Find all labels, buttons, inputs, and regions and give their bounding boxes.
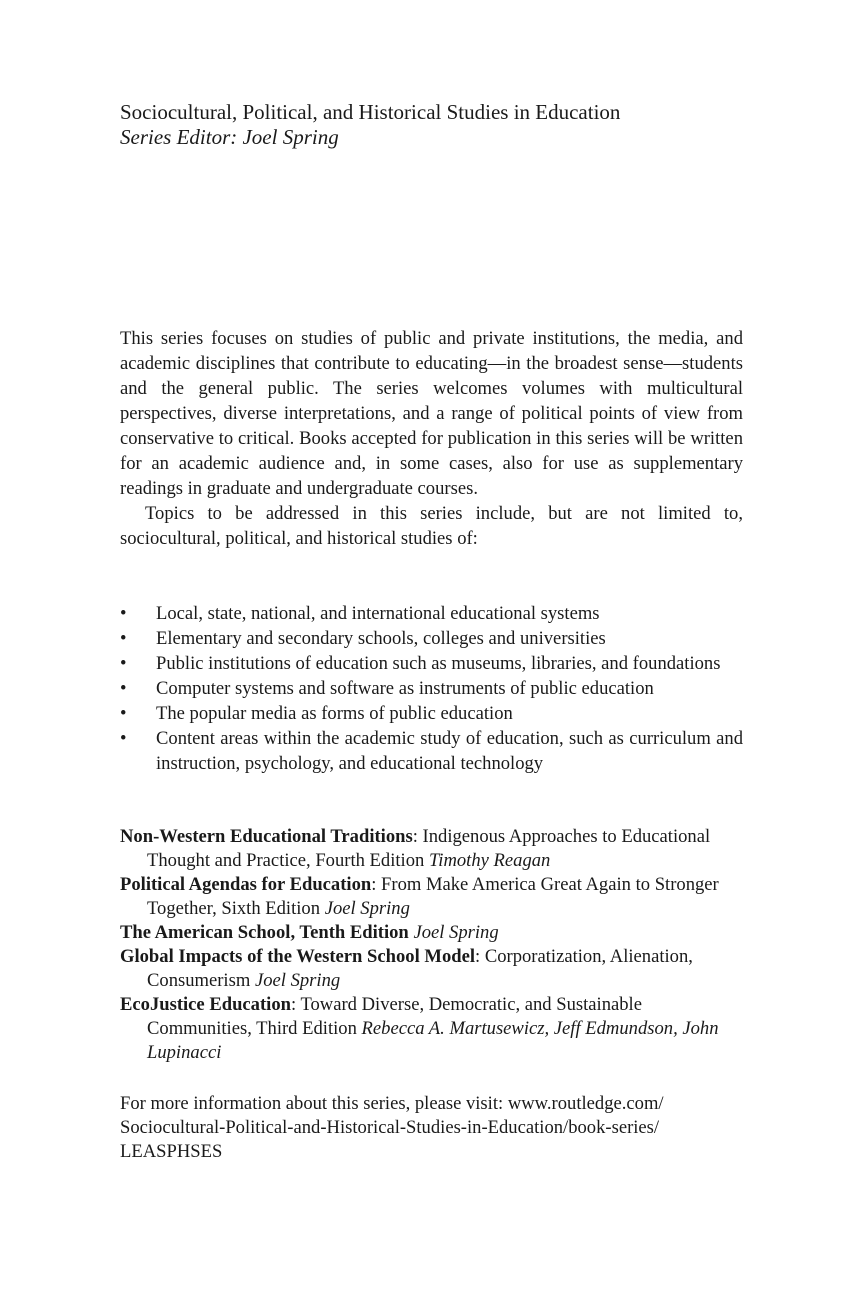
book-entry	[120, 993, 740, 1065]
list-item	[120, 651, 743, 676]
topic-text: Local, state, national, and international educational systems	[156, 603, 600, 624]
book-subtitle: : Toward Diverse, Democratic, and Sustainable Communities, Third Edition	[147, 994, 642, 1039]
topic-text: The popular media as forms of public education	[156, 703, 513, 724]
series-url-line: Sociocultural-Political-and-Historical-Studies-in-Education/book-series/	[120, 1117, 660, 1138]
book-author: Joel Spring	[324, 898, 410, 919]
bullet-icon: •	[120, 678, 127, 699]
more-info	[120, 1092, 760, 1164]
more-info-line: For more information about this series, please visit: www.routledge.com/	[120, 1093, 664, 1114]
bullet-icon: •	[120, 703, 127, 724]
book-author: Joel Spring	[254, 970, 341, 991]
bullet-icon: •	[120, 603, 127, 624]
book-title: Global Impacts of the Western School Model	[120, 946, 475, 967]
book-entry	[120, 825, 740, 873]
bullet-icon: •	[120, 728, 127, 749]
book-title: Political Agendas for Education	[120, 874, 372, 895]
list-item	[120, 676, 743, 701]
list-item	[120, 601, 743, 626]
series-title: Sociocultural, Political, and Historical Studies in Education	[120, 100, 621, 124]
list-item	[120, 626, 743, 651]
bullet-icon: •	[120, 628, 127, 649]
topic-text: Computer systems and software as instruments of public education	[156, 678, 654, 699]
topic-text: Elementary and secondary schools, colleges and universities	[156, 628, 606, 649]
list-item	[120, 701, 743, 726]
series-description	[120, 326, 743, 551]
book-author: Rebecca A. Martusewicz, Jeff Edmundson, John Lupinacci	[147, 1018, 719, 1063]
book-subtitle: : From Make America Great Again to Stronger Together, Sixth Edition	[147, 874, 719, 919]
book-entry	[120, 873, 740, 921]
topic-text: Content areas within the academic study of education, such as curriculum and instruction, psychology, and educational technology	[156, 728, 743, 774]
list-item	[120, 726, 743, 776]
series-book-list	[120, 825, 740, 1065]
book-entry	[120, 921, 740, 945]
bullet-icon: •	[120, 653, 127, 674]
book-subtitle: : Indigenous Approaches to Educational Thought and Practice, Fourth Edition	[147, 826, 711, 871]
topics-list	[120, 601, 743, 776]
book-title: Non-Western Educational Traditions	[120, 826, 413, 847]
series-url-line: LEASPHSES	[120, 1141, 223, 1162]
description-paragraph: This series focuses on studies of public and private institutions, the media, and academic disciplines that contribute to educating—in the broadest sense—students and the general public. The series welcomes volumes with multicultural perspectives, diverse interpretations, and a range of political points of view from conservative to critical. Books accepted for publication in this series will be written for an academic audience and, in some cases, also for use as supplementary readings in graduate and undergraduate courses.	[120, 328, 743, 499]
series-header	[120, 100, 750, 150]
book-author: Joel Spring	[413, 922, 499, 943]
book-title: The American School, Tenth Edition	[120, 922, 409, 943]
book-subtitle: : Corporatization, Alienation, Consumerism	[147, 946, 693, 991]
topics-intro-paragraph: Topics to be addressed in this series include, but are not limited to, sociocultural, political, and historical studies of:	[120, 503, 743, 549]
book-entry	[120, 945, 740, 993]
book-title: EcoJustice Education	[120, 994, 291, 1015]
series-editor: Series Editor: Joel Spring	[120, 125, 339, 149]
topic-text: Public institutions of education such as museums, libraries, and foundations	[156, 653, 721, 674]
book-author: Timothy Reagan	[428, 850, 551, 871]
